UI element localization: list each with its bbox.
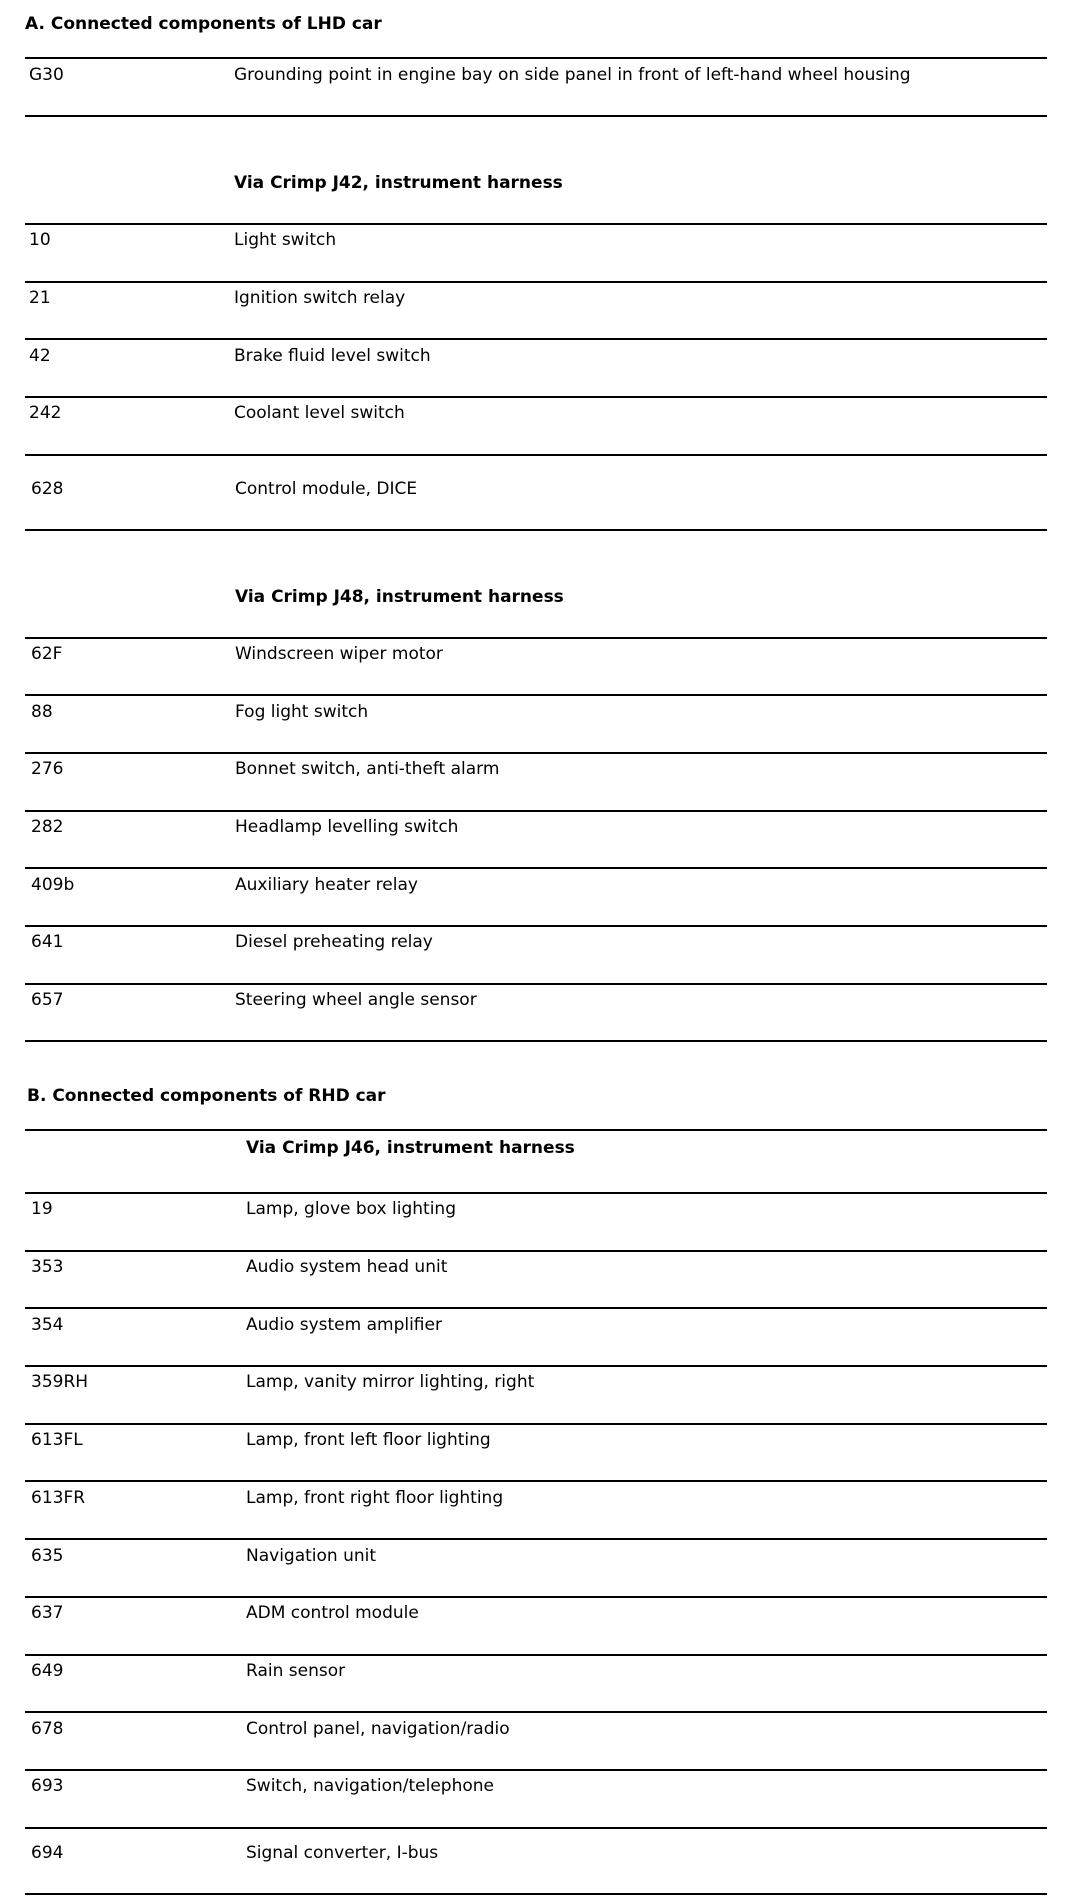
row-description: Headlamp levelling switch — [235, 817, 459, 837]
divider — [25, 1250, 1047, 1252]
divider — [25, 57, 1047, 59]
row-description: Windscreen wiper motor — [235, 644, 443, 664]
divider — [25, 1365, 1047, 1367]
section-b-title: B. Connected components of RHD car — [27, 1086, 386, 1106]
divider — [25, 1654, 1047, 1656]
row-code: 409b — [31, 875, 75, 895]
row-description: Lamp, vanity mirror lighting, right — [246, 1372, 535, 1392]
divider — [25, 694, 1047, 696]
row-description: Audio system head unit — [246, 1257, 448, 1277]
row-code: 694 — [31, 1843, 64, 1863]
row-code: 693 — [31, 1776, 64, 1796]
divider — [25, 338, 1047, 340]
row-description: Light switch — [234, 230, 337, 250]
divider — [25, 1711, 1047, 1713]
divider — [25, 1423, 1047, 1425]
divider — [25, 1192, 1047, 1194]
row-description: Coolant level switch — [234, 403, 405, 423]
divider — [25, 1769, 1047, 1771]
row-code: 276 — [31, 759, 64, 779]
row-code: G30 — [29, 65, 64, 85]
row-description: Lamp, front right floor lighting — [246, 1488, 504, 1508]
divider — [25, 223, 1047, 225]
row-code: 628 — [31, 479, 64, 499]
divider — [25, 810, 1047, 812]
row-code: 21 — [29, 288, 51, 308]
divider — [25, 925, 1047, 927]
divider — [25, 454, 1047, 456]
row-description: Bonnet switch, anti-theft alarm — [235, 759, 500, 779]
divider — [25, 1596, 1047, 1598]
divider — [25, 867, 1047, 869]
crimp-j46-heading: Via Crimp J46, instrument harness — [246, 1138, 575, 1158]
row-description: Switch, navigation/telephone — [246, 1776, 494, 1796]
row-code: 62F — [31, 644, 63, 664]
divider — [25, 1040, 1047, 1042]
row-code: 359RH — [31, 1372, 89, 1392]
divider — [25, 529, 1047, 531]
row-description: Steering wheel angle sensor — [235, 990, 477, 1010]
divider — [25, 1307, 1047, 1309]
divider — [25, 1480, 1047, 1482]
row-code: 19 — [31, 1199, 53, 1219]
crimp-j42-heading: Via Crimp J42, instrument harness — [234, 173, 563, 193]
row-code: 242 — [29, 403, 62, 423]
row-description: Audio system amplifier — [246, 1315, 442, 1335]
divider — [25, 637, 1047, 639]
row-description: ADM control module — [246, 1603, 419, 1623]
row-description: Brake fluid level switch — [234, 346, 431, 366]
row-code: 641 — [31, 932, 64, 952]
row-description: Control module, DICE — [235, 479, 418, 499]
row-code: 354 — [31, 1315, 64, 1335]
row-code: 637 — [31, 1603, 64, 1623]
row-description: Auxiliary heater relay — [235, 875, 418, 895]
divider — [25, 1893, 1047, 1895]
row-description: Signal converter, I-bus — [246, 1843, 439, 1863]
divider — [25, 1129, 1047, 1131]
row-code: 657 — [31, 990, 64, 1010]
row-code: 613FL — [31, 1430, 83, 1450]
row-description: Rain sensor — [246, 1661, 346, 1681]
crimp-j48-heading: Via Crimp J48, instrument harness — [235, 587, 564, 607]
row-code: 678 — [31, 1719, 64, 1739]
divider — [25, 983, 1047, 985]
row-description: Grounding point in engine bay on side panel in front of left-hand wheel housing — [234, 65, 911, 85]
row-description: Diesel preheating relay — [235, 932, 433, 952]
row-code: 613FR — [31, 1488, 86, 1508]
row-code: 88 — [31, 702, 53, 722]
row-description: Navigation unit — [246, 1546, 377, 1566]
divider — [25, 752, 1047, 754]
row-code: 42 — [29, 346, 51, 366]
row-code: 282 — [31, 817, 64, 837]
row-description: Control panel, navigation/radio — [246, 1719, 510, 1739]
row-code: 635 — [31, 1546, 64, 1566]
divider — [25, 281, 1047, 283]
row-description: Ignition switch relay — [234, 288, 406, 308]
row-code: 649 — [31, 1661, 64, 1681]
row-description: Lamp, glove box lighting — [246, 1199, 456, 1219]
row-description: Lamp, front left floor lighting — [246, 1430, 491, 1450]
row-description: Fog light switch — [235, 702, 369, 722]
divider — [25, 396, 1047, 398]
row-code: 353 — [31, 1257, 64, 1277]
row-code: 10 — [29, 230, 51, 250]
divider — [25, 1538, 1047, 1540]
divider — [25, 1827, 1047, 1829]
section-a-title: A. Connected components of LHD car — [25, 14, 382, 34]
divider — [25, 115, 1047, 117]
